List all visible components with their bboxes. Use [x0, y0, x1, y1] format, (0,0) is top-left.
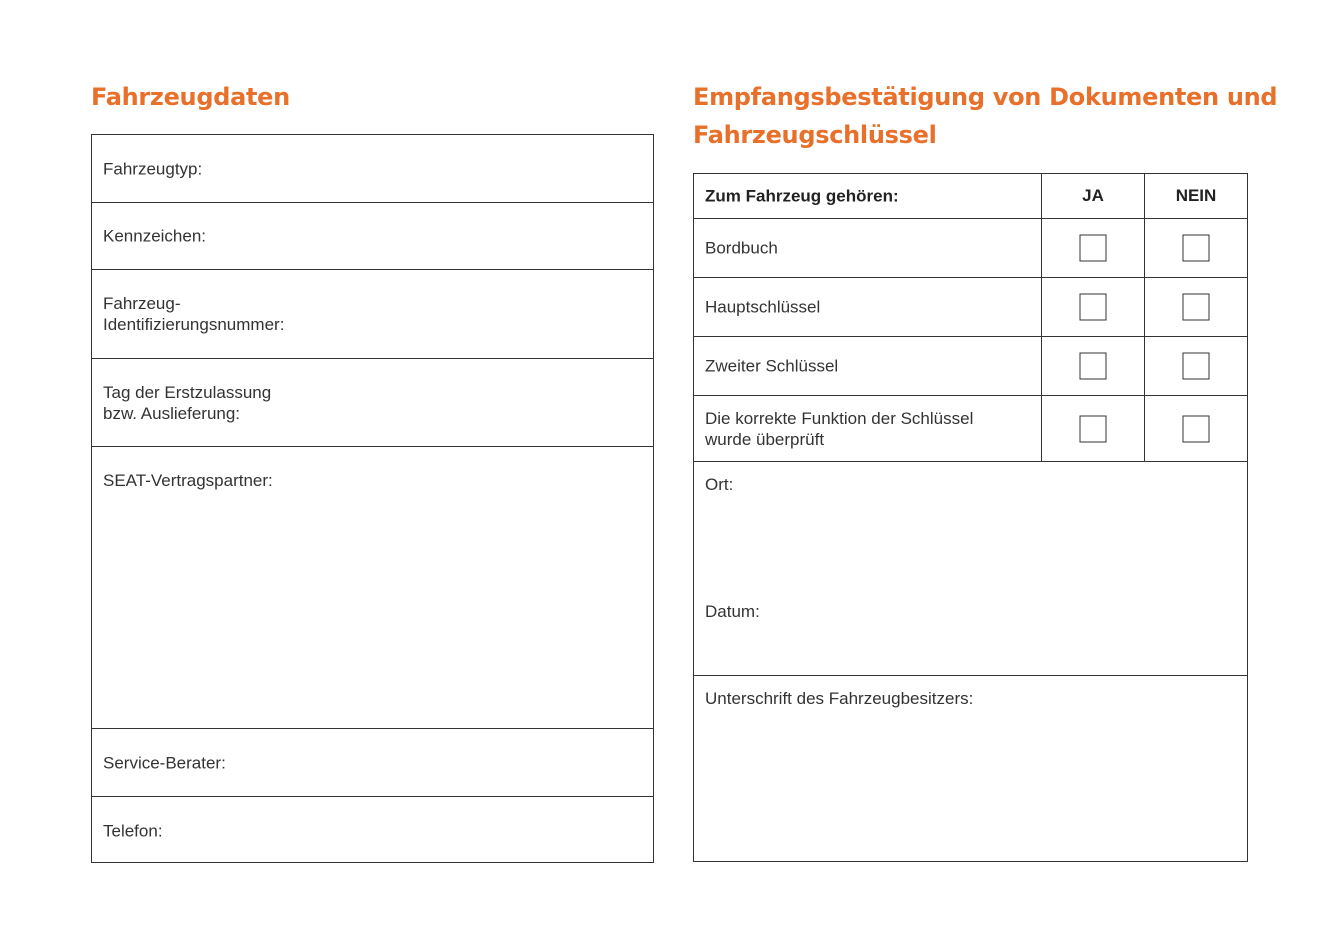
first-registration-label: Tag der Erstzulassung bzw. Auslieferung:: [103, 382, 272, 423]
first-registration-field[interactable]: [92, 359, 653, 447]
dealer-field[interactable]: [92, 447, 653, 729]
service-advisor-label: Service-Berater:: [103, 753, 226, 772]
yes-column-header: JA: [1082, 186, 1104, 205]
phone-label: Telefon:: [103, 821, 163, 840]
signature-field[interactable]: [694, 676, 1247, 861]
license-plate-label: Kennzeichen:: [103, 226, 207, 246]
key-function-no-checkbox[interactable]: [1183, 415, 1210, 442]
table-row: [694, 278, 1247, 337]
vehicle-type-label: Fahrzeugtyp:: [103, 159, 203, 178]
table-row: [694, 337, 1247, 396]
bordbuch-no-checkbox[interactable]: [1183, 235, 1210, 262]
key-function-yes-checkbox[interactable]: [1080, 415, 1107, 442]
place-date-field[interactable]: [694, 462, 1247, 676]
place-label: Ort:: [705, 475, 734, 494]
vehicle-data-heading: Fahrzeugdaten: [91, 83, 290, 111]
date-label: Datum:: [705, 602, 760, 621]
second-key-yes-checkbox[interactable]: [1080, 353, 1107, 380]
items-column-header: Zum Fahrzeug gehören:: [705, 186, 899, 206]
main-key-no-checkbox[interactable]: [1183, 294, 1210, 321]
vehicle-data-table: [91, 134, 654, 863]
bordbuch-yes-checkbox[interactable]: [1080, 235, 1107, 262]
phone-field[interactable]: [92, 797, 653, 864]
vin-field[interactable]: [92, 270, 653, 359]
license-plate-field[interactable]: [92, 203, 653, 270]
item-label: Zweiter Schlüssel: [705, 356, 839, 376]
item-label: Bordbuch: [705, 238, 778, 258]
signature-label: Unterschrift des Fahrzeugbesitzers:: [705, 689, 974, 708]
table-header-row: [694, 174, 1247, 219]
table-row: [694, 219, 1247, 278]
receipt-table: [693, 173, 1248, 862]
vin-label: Fahrzeug- Identifizierungsnummer:: [103, 294, 285, 334]
vehicle-type-field[interactable]: [92, 135, 653, 203]
service-advisor-field[interactable]: [92, 729, 653, 797]
receipt-heading: Empfangsbestätigung von Dokumenten und Fahrzeugschlüssel: [693, 83, 1278, 149]
dealer-label: SEAT-Vertragspartner:: [103, 471, 273, 490]
table-row: [694, 396, 1247, 462]
item-label: Hauptschlüssel: [705, 297, 821, 317]
second-key-no-checkbox[interactable]: [1183, 353, 1210, 380]
main-key-yes-checkbox[interactable]: [1080, 294, 1107, 321]
no-column-header: NEIN: [1175, 186, 1217, 205]
item-label: Die korrekte Funktion der Schlüssel wurde überprüft: [705, 408, 974, 449]
